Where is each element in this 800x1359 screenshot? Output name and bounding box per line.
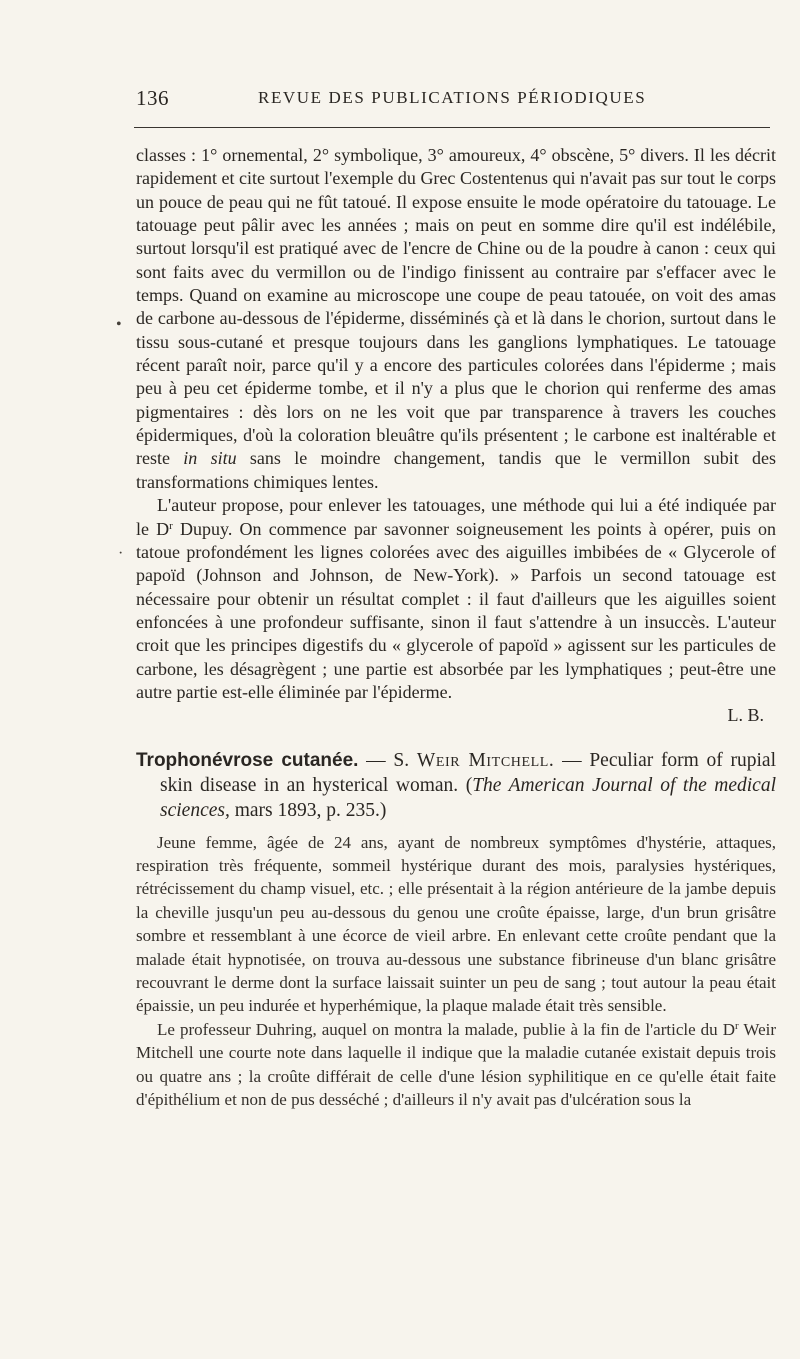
body-text <box>136 144 776 1111</box>
article2-paragraph-2 <box>136 1018 776 1112</box>
text-span: Le professeur Duhring, auquel on montra la malade, publie à la fin de l'article du D <box>157 1019 735 1039</box>
entry-heading <box>136 748 776 823</box>
entry-author: Weir Mitchell. <box>416 749 555 771</box>
text-span: L'auteur propose, pour enlever les tatouages, une méthode qui lui a été indiquée par le D <box>136 495 776 539</box>
text-span: — Peculiar form of rupial skin disease in an hysterical woman. ( <box>160 749 776 796</box>
running-title: REVUE DES PUBLICATIONS PÉRIODIQUES <box>258 88 647 107</box>
article2-paragraph-1: Jeune femme, âgée de 24 ans, ayant de nombreux symptômes d'hystérie, attaques, respiration très fréquente, sommeil hystérique durant des mois, paralysies hystériques, rétrécissement du champ visuel, etc. ; elle présentait à la région antérieure de la jambe depuis la cheville jusqu'un peu au-dessous du genou une croûte épaisse, large, d'un brun grisâtre sombre et ressemblant à une écorce de vieil arbre. En enlevant cette croûte pendant que la malade était hypnotisée, on trouva au-dessous une substance fibrineuse d'un blanc grisâtre recouvrant le derme dont la surface laissait suinter un peu de sang ; tout autour la peau était épaissie, un peu indurée et hyperhémique, la plaque malade était très sensible. <box>136 832 776 1016</box>
signature: L. B. <box>727 705 764 726</box>
journal-title: The American Journal of the medical sciences, <box>160 774 776 821</box>
article1-paragraph-2 <box>136 494 776 704</box>
text-span: mars 1893, p. 235.) <box>229 799 387 821</box>
superscript: r <box>734 1019 739 1032</box>
text-span: Weir Mitchell une courte note dans laquelle il indique que la maladie cutanée existait depuis trois ou quatre ans ; la croûte différait de celle d'une lésion syphilitique en ce qu'elle était faite d'épithélium et non de pus desséché ; d'ailleurs il n'y avait pas d'ulcération sous la <box>136 1019 776 1110</box>
page-header <box>136 86 776 116</box>
superscript: r <box>169 519 173 532</box>
text-span: — S. <box>358 749 417 771</box>
entry-title: Trophonévrose cutanée. <box>136 749 359 771</box>
abstract <box>136 831 776 1112</box>
text-span: Dupuy. On commence par savonner soigneusement les points à opérer, puis on tatoue profondément les lignes colorées avec des aiguilles imbibées de « Glycerole of papoïd (Johnson and Johnson, de New-York). » Parfois un second tatouage est nécessaire pour obtenir un résultat complet : il faut d'ailleurs que les aiguilles soient enfoncées à une profondeur suffisante, sinon il faut s'attendre à un insuccès. L'auteur croit que les principes digestifs du « glycerole of papoïd » agissent sur les particules de carbone, les désagrègent ; une partie est absorbée par les lymphatiques ; peut-être une autre partie est-elle éliminée par l'épiderme. <box>136 518 776 702</box>
header-rule <box>134 127 770 128</box>
article1-paragraph-1 <box>136 144 776 494</box>
margin-mark: • <box>116 316 122 333</box>
text-span: sans le moindre changement, tandis que le vermillon subit des transformations chimiques lentes. <box>136 448 776 492</box>
margin-mark: · <box>118 545 124 562</box>
page-number: 136 <box>136 86 169 110</box>
italic-in-situ: in situ <box>183 448 237 469</box>
text-span: classes : 1° ornemental, 2° symbolique, 3° amoureux, 4° obscène, 5° divers. Il les décrit rapidement et cite surtout l'exemple du Grec Costentenus qui n'avait pas sur tout le corps un pouce de peau qui ne fût tatoué. Il expose ensuite le mode opératoire du tatouage. Le tatouage peut pâlir avec les années ; mais on peut en somme dire qu'il est indélébile, surtout lorsqu'il est pratiqué avec de l'encre de Chine ou de la poudre à canon : ceux qui sont faits avec du vermillon ou de l'indigo finissent au contraire par s'effacer avec le temps. Quand on examine au microscope une coupe de peau tatouée, on voit des amas de carbone au-dessous de l'épiderme, disséminés çà et là dans le chorion, surtout dans le tissu sous-cutané et presque toujours dans les ganglions lymphatiques. Le tatouage récent paraît noir, parce qu'il y a encore des particules colorées dans l'épiderme ; mais peu à peu cet épiderme tombe, et il n'y a plus que le chorion qui renferme des amas pigmentaires : dès lors on ne les voit que par transparence à travers les couches épidermiques, d'où la coloration bleuâtre qu'ils présentent ; le carbone est inaltérable et reste <box>136 145 776 469</box>
